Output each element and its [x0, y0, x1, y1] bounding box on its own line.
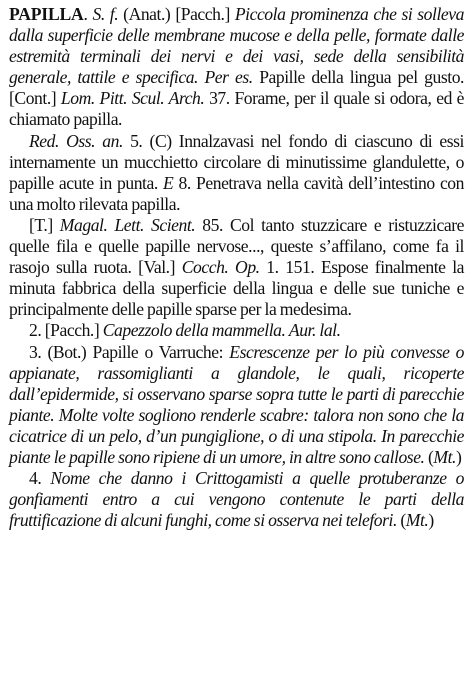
- sense-4-text-2: (: [396, 510, 406, 531]
- sense-1-text-2: (Anat.) [Pacch.]: [118, 4, 235, 24]
- citation-source-cocch: Cocch. Op.: [181, 257, 260, 278]
- sense-4: [9, 468, 464, 531]
- citation-source-mt: Mt.: [433, 446, 456, 467]
- citation-source-lom: Lom. Pitt. Scul. Arch.: [60, 88, 205, 109]
- sense-1-text-1: .: [83, 4, 93, 24]
- citation-magal-text-1: [T.]: [29, 214, 60, 235]
- sense-3-definition: Escrescenze per lo più convesse o appianate, rassomiglianti a glandole, le quali, ricoperte dall’epidermide, si osservano sparse sopra tutte le parti di parecchie piante. Molte volte sogliono renderle scabre: talora non sono che la cicatrice di un pelo, d’un pungiglione, o di una stipola. In parecchie piante le papille sono ripiene di un umore, in altre sono callose.: [9, 341, 465, 467]
- sense-1: [9, 4, 464, 131]
- sense-1-text-4: Papille della lingua pel gusto. [Cont.]: [9, 67, 464, 109]
- citation-source-magal: Magal. Lett. Scient.: [59, 214, 196, 235]
- sense-4-text-1: 4.: [29, 468, 51, 489]
- sense-2-definition: Capezzolo della mammella.: [102, 320, 286, 341]
- citation-source-aur: Aur. lal.: [288, 320, 341, 341]
- citation-redi-text-2: 8. Penetrava nella cavità dell’intestino con una molto rilevata papilla.: [9, 172, 464, 214]
- citation-magal-text-2: 85. Col tanto stuzzicare e ristuzzicare quelle fila e quelle papille nervose..., queste s’affilano, come fa il rasojo sulla ruota. [Val.]: [9, 214, 464, 278]
- grammar-label: S. f.: [92, 4, 119, 24]
- citation-magal: [9, 215, 464, 320]
- sense-3: [9, 342, 464, 469]
- sense-3-text-2: (: [424, 446, 434, 467]
- sense-4-definition: Nome che danno i Crittogamisti a quelle protuberanze o gonfiamenti entro a cui vengono contenute le parti della fruttificazione di alcuni funghi, come si osserva nei telefori.: [9, 468, 464, 531]
- citation-source-redi: Red. Oss. an.: [29, 130, 123, 151]
- sense-1-text-5: 37. Forame, per il quale si odora, ed è chiamato papilla.: [9, 88, 465, 130]
- dictionary-entry-papilla: [9, 4, 464, 531]
- sense-4-text-3: ): [428, 510, 434, 531]
- citation-magal-text-3: 1. 151. Espose finalmente la minuta fabbrica della superficie della lingua e delle sue tuniche e principalmente delle papille sparse per la medesima.: [9, 257, 464, 320]
- citation-redi-e: E: [163, 172, 174, 193]
- sense-3-text-1: 3. (Bot.) Papille o Varruche:: [29, 341, 230, 362]
- sense-2: [9, 320, 464, 341]
- sense-1-definition: Piccola prominenza che si solleva dalla superficie delle membrane mucose e della pelle, formate dalle estremità terminali dei nervi e dei vasi, sede della sensibilità generale, tattile e specifica.: [9, 4, 464, 88]
- sense-2-text-1: 2. [Pacch.]: [29, 320, 103, 341]
- citation-source-mt: Mt.: [405, 510, 429, 531]
- citation-redi-text-1: 5. (C) Innalzavasi nel fondo di ciascuno di essi internamente un mucchietto circolare di minutissime glandulette, o papille acute in punta.: [9, 130, 464, 193]
- per-es-label: Per es.: [204, 67, 253, 88]
- headword: PAPILLA: [9, 4, 84, 24]
- sense-3-text-3: ): [455, 446, 462, 467]
- citation-redi: [9, 131, 464, 215]
